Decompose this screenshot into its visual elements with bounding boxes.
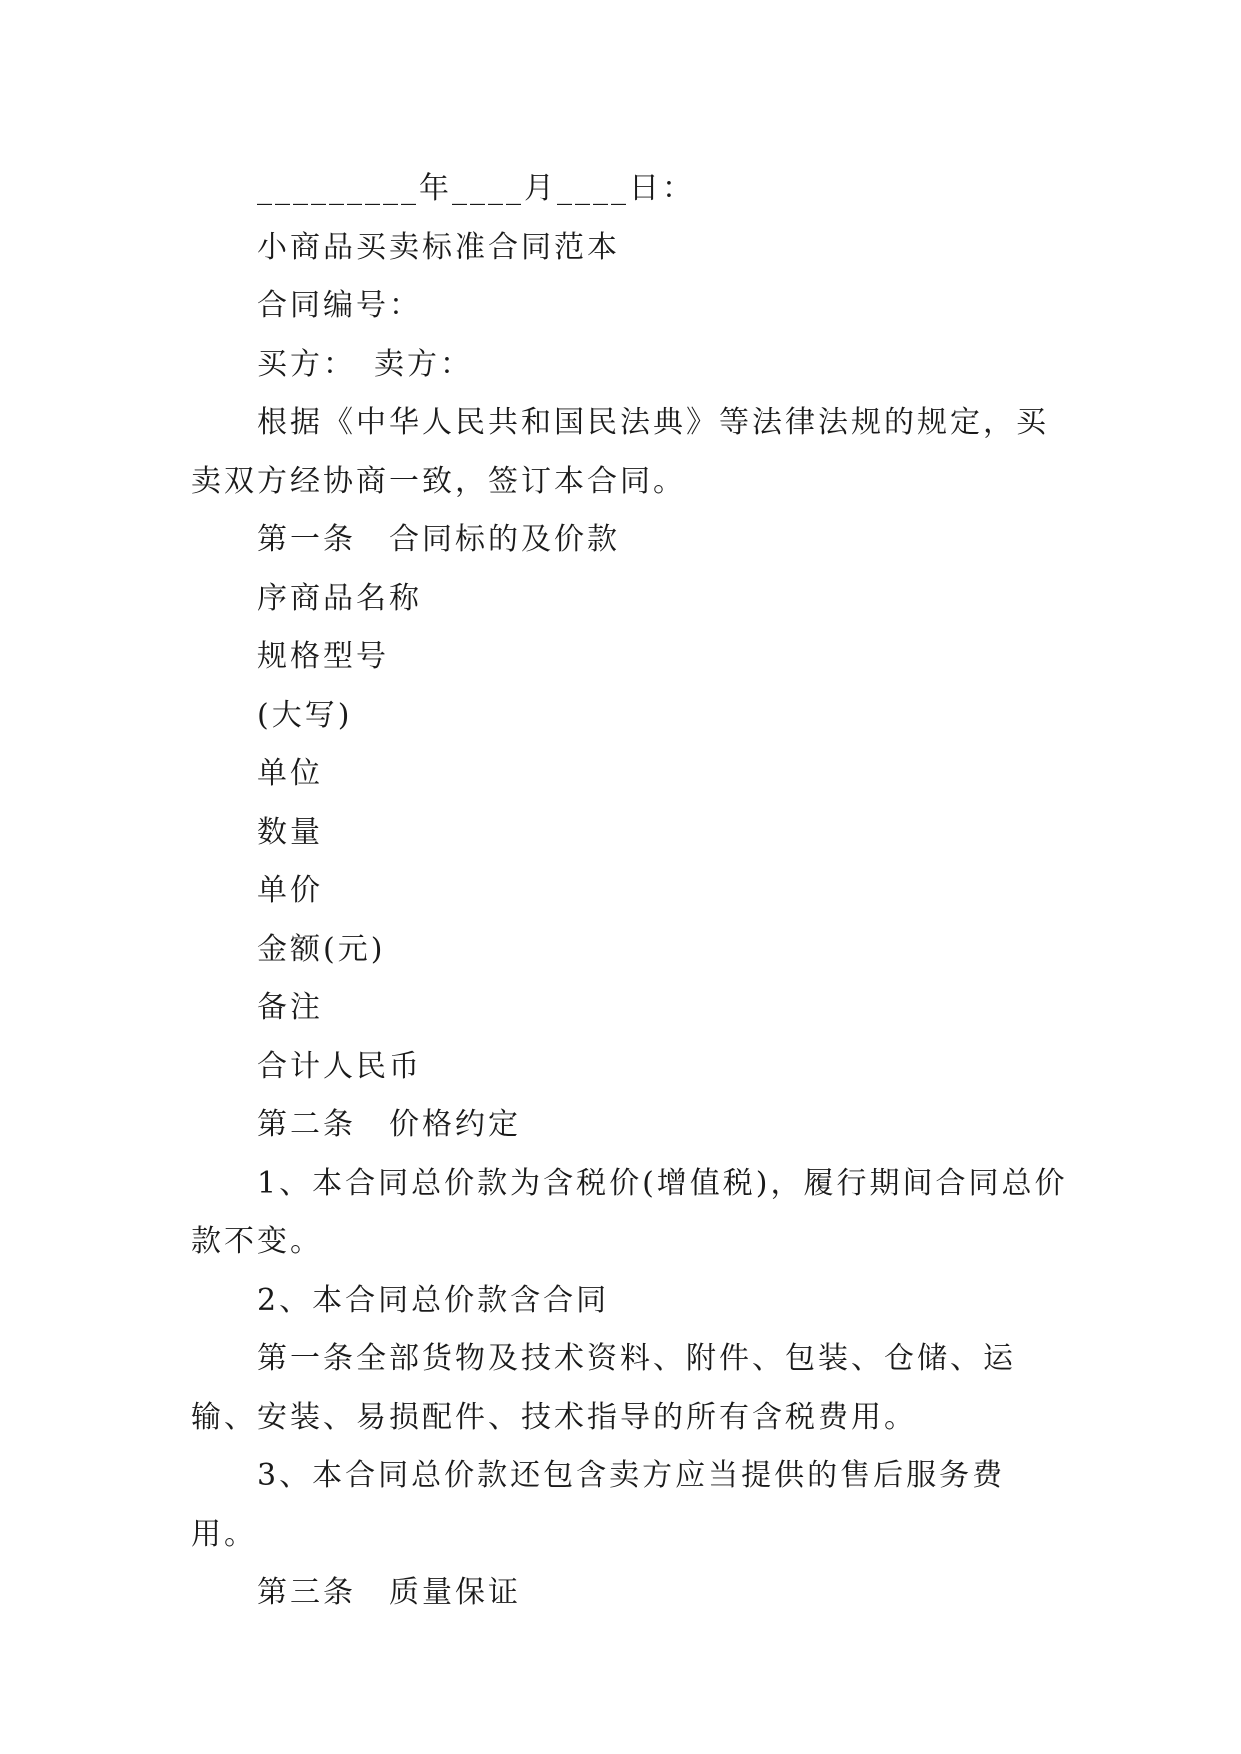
field-unit-price: 单价	[257, 873, 323, 908]
document-title: 小商品买卖标准合同范本	[257, 229, 620, 265]
clause-2-2-detail: 第一条全部货物及技术资料、附件、包装、仓储、运输、安装、易损配件、技术指导的所有含税费用。	[191, 1341, 1016, 1435]
contract-number-line: 合同编号：	[257, 288, 422, 323]
clause-2-1: 1、本合同总价款为含税价(增值税)，履行期间合同总价款不变。	[191, 1165, 1068, 1259]
date-line: _________年____月____日：	[257, 171, 695, 206]
article-three-heading: 第三条 质量保证	[257, 1575, 521, 1610]
article-two-heading: 第二条 价格约定	[257, 1107, 521, 1142]
document-body	[191, 160, 1071, 1623]
field-remarks: 备注	[257, 990, 323, 1025]
field-amount: 金额(元)	[257, 931, 386, 967]
field-total-rmb: 合计人民币	[257, 1048, 422, 1084]
preamble-paragraph: 根据《中华人民共和国民法典》等法律法规的规定，买卖双方经协商一致，签订本合同。	[191, 405, 1049, 499]
field-uppercase: (大写)	[257, 697, 353, 733]
article-one-heading: 第一条 合同标的及价款	[257, 522, 620, 557]
field-quantity: 数量	[257, 814, 323, 850]
field-spec-model: 规格型号	[257, 639, 389, 674]
field-item-name: 序商品名称	[257, 580, 422, 616]
clause-2-3: 3、本合同总价款还包含卖方应当提供的售后服务费用。	[191, 1458, 1006, 1552]
field-unit: 单位	[257, 756, 323, 791]
parties-line: 买方： 卖方：	[257, 346, 473, 382]
clause-2-2: 2、本合同总价款含合同	[257, 1282, 610, 1318]
